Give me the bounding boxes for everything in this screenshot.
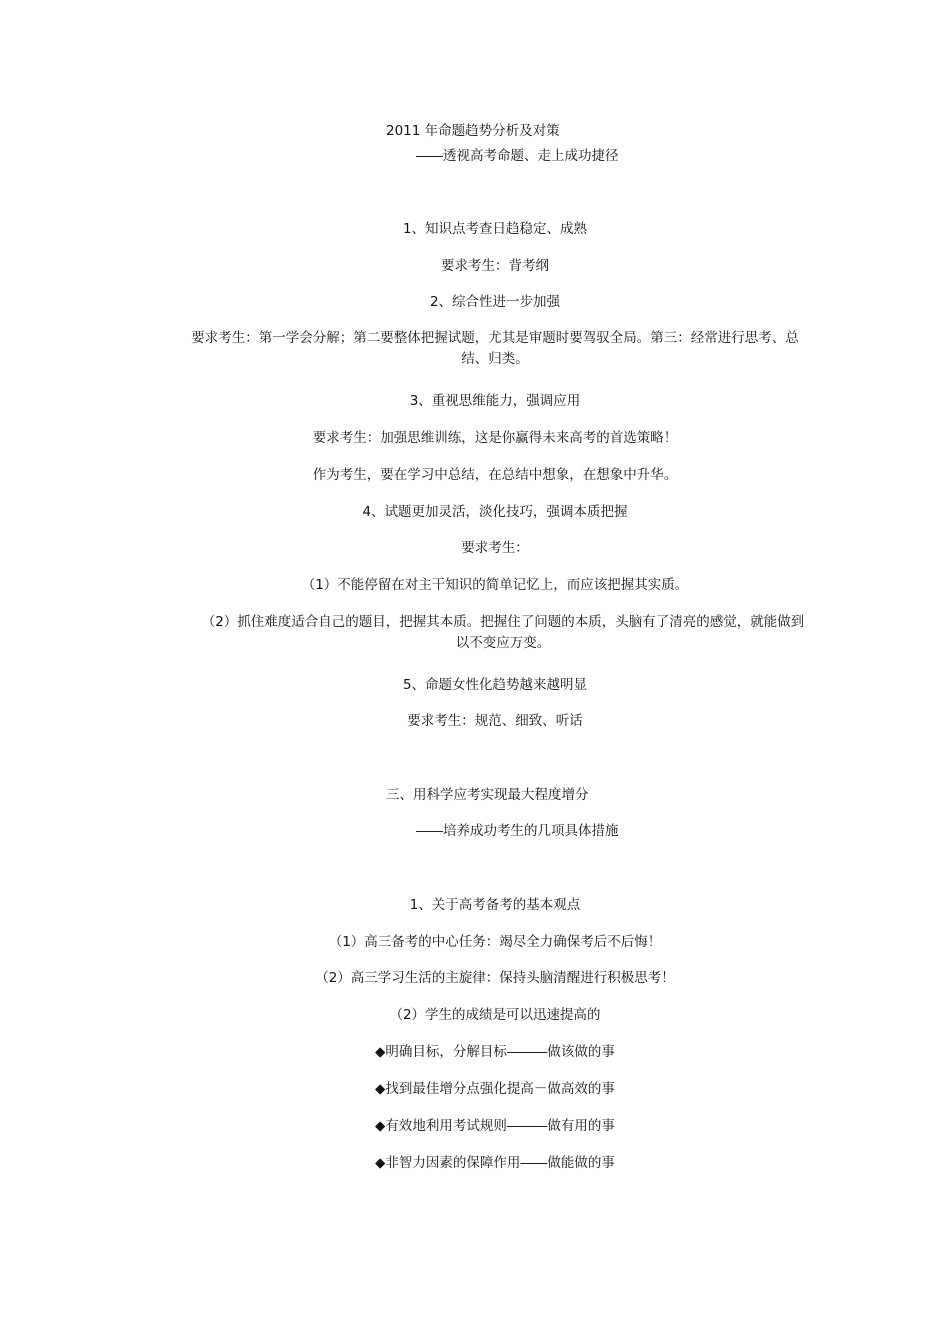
point-1-heading: 1、知识点考查日趋稳定、成熟: [402, 221, 588, 237]
point-4-heading: 4、试题更加灵活，淡化技巧，强调本质把握: [362, 504, 628, 520]
doc-title: 2011 年命题趋势分析及对策: [386, 123, 560, 139]
point-4-requirement: 要求考生：: [461, 540, 529, 556]
point-4-sub-2: （2）抓住难度适合自己的题目，把握其本质。把握住了问题的本质，头脑有了清亮的感觉，就能做到以不变应万变。: [201, 614, 805, 651]
point-4-sub-1: （1）不能停留在对主干知识的简单记忆上，而应该把握其实质。: [301, 577, 689, 593]
section-3-point-1: （1）高三备考的中心任务：竭尽全力确保考后不后悔！: [328, 934, 662, 950]
point-3-note: 作为考生，要在学习中总结，在总结中想象，在想象中升华。: [312, 467, 678, 483]
section-3-title: 三、用科学应考实现最大程度增分: [386, 787, 589, 803]
doc-subtitle: ――透视高考命题、走上成功捷径: [416, 148, 619, 164]
bullet-item-4: ◆非智力因素的保障作用――做能做的事: [375, 1155, 615, 1171]
point-1-requirement: 要求考生：背考纲: [441, 258, 549, 274]
point-5-requirement: 要求考生：规范、细致、听话: [407, 713, 583, 729]
bullet-item-3: ◆有效地利用考试规则―――做有用的事: [375, 1118, 615, 1134]
section-3-point-3: （2）学生的成绩是可以迅速提高的: [389, 1007, 601, 1023]
point-3-requirement: 要求考生：加强思维训练，这是你赢得未来高考的首选策略！: [312, 430, 678, 446]
point-2-heading: 2、综合性进一步加强: [429, 294, 561, 310]
section-3-point-2: （2）高三学习生活的主旋律：保持头脑清醒进行积极思考！: [315, 970, 675, 986]
section-3-heading: 1、关于高考备考的基本观点: [409, 897, 581, 913]
point-2-requirement: 要求考生：第一学会分解；第二要整体把握试题，尤其是审题时要驾驭全局。第三：经常进行思考、总结、归类。: [191, 330, 799, 367]
bullet-item-2: ◆找到最佳增分点强化提高－做高效的事: [375, 1081, 615, 1097]
point-3-heading: 3、重视思维能力，强调应用: [409, 393, 581, 409]
section-3-subtitle: ――培养成功考生的几项具体措施: [416, 823, 619, 839]
point-5-heading: 5、命题女性化趋势越来越明显: [402, 677, 588, 693]
bullet-item-1: ◆明确目标，分解目标―――做该做的事: [375, 1044, 615, 1060]
